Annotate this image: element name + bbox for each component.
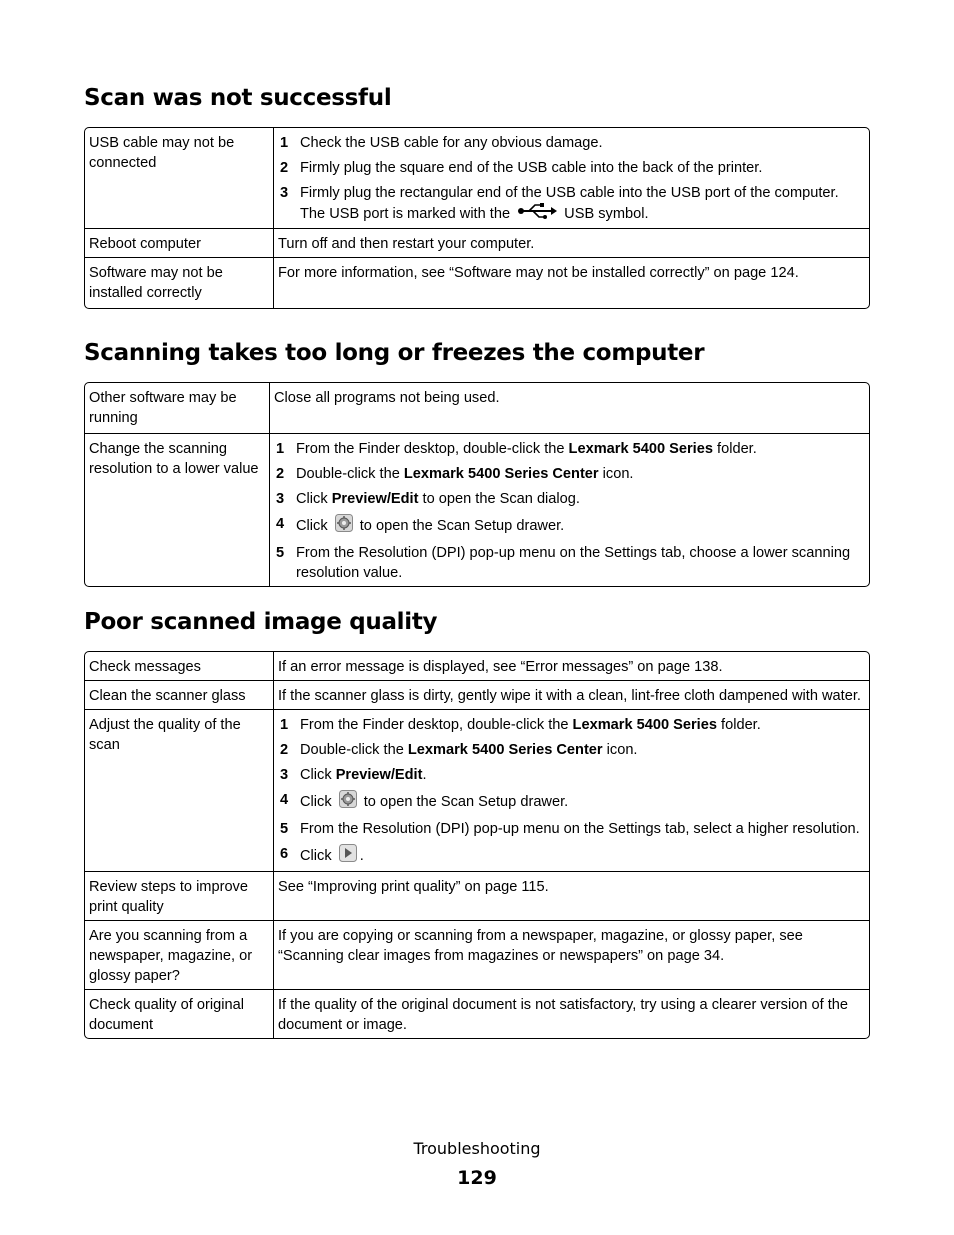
step-number: 5 xyxy=(276,545,285,561)
usb-icon xyxy=(517,203,557,225)
solution-cell: Close all programs not being used. xyxy=(274,390,500,406)
gear-icon xyxy=(335,514,353,538)
bold-text: Lexmark 5400 Series xyxy=(572,717,717,733)
cause-cell: Review steps to improve print quality xyxy=(85,871,274,920)
step-text xyxy=(300,158,865,178)
section-title: Scanning takes too long or freezes the computer xyxy=(84,340,705,366)
step-item xyxy=(278,133,865,153)
table-row xyxy=(85,433,869,586)
text-fragment: icon. xyxy=(598,466,634,482)
step-item xyxy=(274,543,865,583)
section-title: Poor scanned image quality xyxy=(84,609,438,635)
step-number: 6 xyxy=(280,846,289,862)
cause-cell: Check messages xyxy=(85,652,274,680)
gear-icon xyxy=(339,790,357,814)
table-row xyxy=(85,128,869,228)
step-number: 3 xyxy=(280,767,289,783)
table-row xyxy=(85,652,869,680)
step-item xyxy=(278,790,865,814)
step-number: 4 xyxy=(280,792,289,808)
step-number: 1 xyxy=(276,441,285,457)
cause-cell: Check quality of original document xyxy=(85,989,274,1038)
table-row xyxy=(85,989,869,1038)
step-item xyxy=(274,514,865,538)
text-fragment: . xyxy=(422,767,427,783)
section-title: Scan was not successful xyxy=(84,85,392,111)
solution-cell: Turn off and then restart your computer. xyxy=(274,228,869,257)
text-fragment: Firmly plug the square end of the USB cable into the back of the printer. xyxy=(300,160,763,176)
bold-text: Lexmark 5400 Series xyxy=(568,441,713,457)
step-list xyxy=(274,439,865,583)
step-item xyxy=(278,819,865,839)
text-fragment: From the Resolution (DPI) pop-up menu on the Settings tab, select a higher resolution. xyxy=(300,821,860,837)
step-list xyxy=(278,715,865,868)
cause-cell: Reboot computer xyxy=(85,228,274,257)
step-text xyxy=(300,790,865,814)
bold-text: Preview/Edit xyxy=(335,767,423,783)
step-number: 1 xyxy=(280,135,289,151)
bold-text: Lexmark 5400 Series Center xyxy=(407,742,603,758)
solution-cell xyxy=(270,433,869,586)
step-item xyxy=(278,844,865,868)
cause-cell: Adjust the quality of the scan xyxy=(85,709,274,871)
text-fragment: . xyxy=(359,847,364,864)
table-row xyxy=(85,257,869,308)
table-row xyxy=(85,709,869,871)
cause-cell: Change the scanning resolution to a lower value xyxy=(85,433,270,586)
footer-section-label: Troubleshooting xyxy=(413,1139,541,1158)
step-text xyxy=(300,183,865,225)
step-text xyxy=(300,740,865,760)
table-row xyxy=(85,871,869,920)
step-item xyxy=(274,439,865,459)
step-item xyxy=(278,715,865,735)
step-list xyxy=(278,133,865,225)
table-row xyxy=(85,680,869,709)
text-fragment: Double-click the xyxy=(300,742,408,758)
step-item xyxy=(278,183,865,225)
step-text xyxy=(296,514,865,538)
cause-cell: Other software may be running xyxy=(85,383,270,433)
step-number: 2 xyxy=(280,742,289,758)
step-text xyxy=(300,819,865,839)
step-text xyxy=(300,715,865,735)
step-number: 1 xyxy=(280,717,289,733)
text-fragment: Click xyxy=(300,793,336,810)
step-text xyxy=(296,543,865,583)
text-fragment: folder. xyxy=(716,717,761,733)
bold-text: Preview/Edit xyxy=(331,491,419,507)
text-fragment: folder. xyxy=(712,441,757,457)
table-row xyxy=(85,383,869,433)
text-fragment: to open the Scan dialog. xyxy=(418,491,580,507)
play-icon xyxy=(339,844,357,868)
table-row xyxy=(85,920,869,989)
solution-cell: If an error message is displayed, see “Error messages” on page 138. xyxy=(278,659,723,675)
step-number: 5 xyxy=(280,821,289,837)
step-text xyxy=(300,133,865,153)
text-fragment: to open the Scan Setup drawer. xyxy=(359,793,569,810)
solution-cell: For more information, see “Software may not be installed correctly” on page 124. xyxy=(274,257,869,308)
step-number: 4 xyxy=(276,516,285,532)
step-text xyxy=(300,844,865,868)
solution-cell xyxy=(274,709,869,871)
cause-cell: USB cable may not be connected xyxy=(85,128,274,228)
troubleshooting-table xyxy=(84,651,870,1039)
text-fragment: USB symbol. xyxy=(560,205,649,222)
cause-cell: Are you scanning from a newspaper, magazine, or glossy paper? xyxy=(85,920,274,989)
text-fragment: Check the USB cable for any obvious damage. xyxy=(300,135,603,151)
solution-cell: See “Improving print quality” on page 115. xyxy=(274,871,869,920)
solution-cell: If the quality of the original document is not satisfactory, try using a clearer version of the document or image. xyxy=(274,989,869,1038)
text-fragment: Click xyxy=(296,517,332,534)
text-fragment: Click xyxy=(296,491,332,507)
step-item xyxy=(278,765,865,785)
step-number: 2 xyxy=(280,160,289,176)
troubleshooting-table xyxy=(84,127,870,309)
page-number: 129 xyxy=(457,1167,497,1189)
text-fragment: From the Finder desktop, double-click the xyxy=(296,441,569,457)
solution-cell xyxy=(274,128,869,228)
text-fragment: Firmly plug the rectangular end of the USB cable into the USB port of the computer. The USB port is marked with the xyxy=(300,185,839,222)
step-text xyxy=(296,439,865,459)
text-fragment: Double-click the xyxy=(296,466,404,482)
step-text xyxy=(300,765,865,785)
bold-text: Lexmark 5400 Series Center xyxy=(403,466,599,482)
text-fragment: Click xyxy=(300,767,336,783)
solution-cell: If the scanner glass is dirty, gently wipe it with a clean, lint-free cloth dampened with water. xyxy=(274,680,869,709)
text-fragment: Click xyxy=(300,847,336,864)
step-number: 3 xyxy=(276,491,285,507)
step-item xyxy=(274,464,865,484)
step-number: 3 xyxy=(280,185,289,201)
text-fragment: icon. xyxy=(602,742,638,758)
text-fragment: From the Resolution (DPI) pop-up menu on the Settings tab, choose a lower scanning resolution value. xyxy=(296,545,851,581)
step-number: 2 xyxy=(276,466,285,482)
cause-cell: Clean the scanner glass xyxy=(85,680,274,709)
step-text xyxy=(296,464,865,484)
step-item xyxy=(278,740,865,760)
table-row xyxy=(85,228,869,257)
troubleshooting-table xyxy=(84,382,870,587)
step-item xyxy=(278,158,865,178)
solution-cell: If you are copying or scanning from a newspaper, magazine, or glossy paper, see “Scanning clear images from magazines or newspapers” on page 34. xyxy=(274,920,869,989)
text-fragment: From the Finder desktop, double-click the xyxy=(300,717,573,733)
step-item xyxy=(274,489,865,509)
text-fragment: to open the Scan Setup drawer. xyxy=(355,517,565,534)
step-text xyxy=(296,489,865,509)
cause-cell: Software may not be installed correctly xyxy=(85,257,274,308)
